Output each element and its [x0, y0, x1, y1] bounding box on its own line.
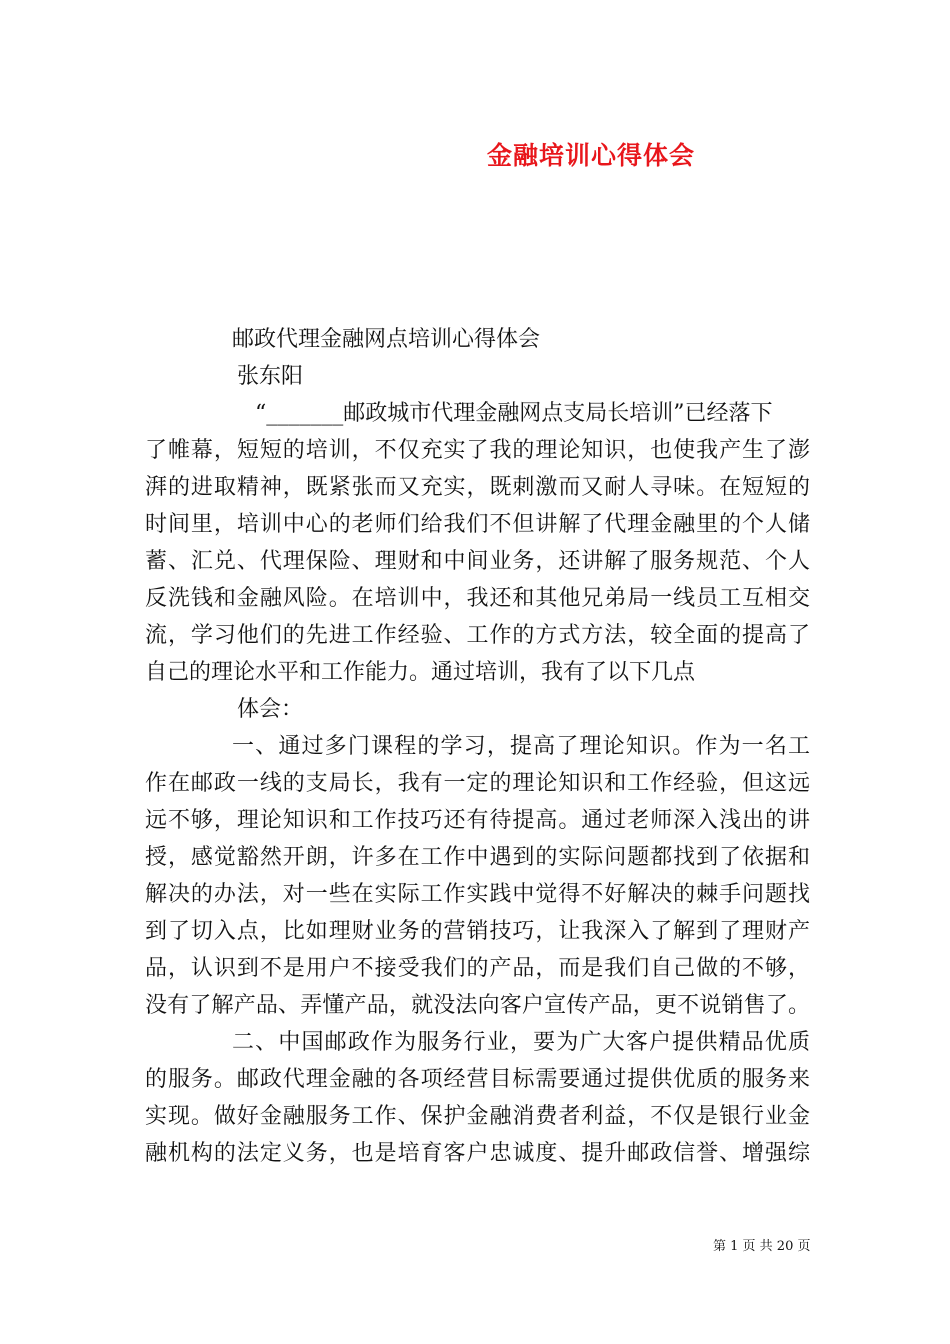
paragraph-line: 了帷幕，短短的培训，不仅充实了我的理论知识，也使我产生了澎	[145, 438, 810, 463]
paragraph-line: 自己的理论水平和工作能力。通过培训，我有了以下几点	[145, 660, 696, 685]
paragraph-line: “_______邮政城市代理金融网点支局长培训”已经落下	[255, 401, 773, 426]
paragraph-line: 授，感觉豁然开朗，许多在工作中遇到的实际问题都找到了依据和	[145, 845, 810, 870]
paragraph-line: 到了切入点，比如理财业务的营销技巧，让我深入了解到了理财产	[145, 919, 810, 944]
document-title: 金融培训心得体会	[487, 141, 696, 170]
paragraph-line: 蓄、汇兑、代理保险、理财和中间业务，还讲解了服务规范、个人	[145, 549, 810, 574]
paragraph-line: 品，认识到不是用户不接受我们的产品，而是我们自己做的不够，	[145, 956, 810, 981]
document-subtitle: 邮政代理金融网点培训心得体会	[232, 327, 541, 352]
paragraph-line: 二、中国邮政作为服务行业，要为广大客户提供精品优质	[232, 1030, 810, 1055]
paragraph-line: 作在邮政一线的支局长，我有一定的理论知识和工作经验，但这远	[145, 771, 810, 796]
paragraph-line: 的服务。邮政代理金融的各项经营目标需要通过提供优质的服务来	[145, 1067, 810, 1092]
paragraph-line: 解决的办法，对一些在实际工作实践中觉得不好解决的棘手问题找	[145, 882, 810, 907]
paragraph-line: 反洗钱和金融风险。在培训中，我还和其他兄弟局一线员工互相交	[145, 586, 810, 611]
paragraph-line: 时间里，培训中心的老师们给我们不但讲解了代理金融里的个人储	[145, 512, 810, 537]
paragraph-line: 实现。做好金融服务工作、保护金融消费者利益，不仅是银行业金	[145, 1104, 810, 1129]
paragraph-line: 远不够，理论知识和工作技巧还有待提高。通过老师深入浅出的讲	[145, 808, 810, 833]
page-number: 第 1 页 共 20 页	[713, 1239, 811, 1254]
document-author: 张东阳	[237, 364, 304, 389]
paragraph-line: 体会：	[237, 697, 304, 722]
paragraph-line: 湃的进取精神，既紧张而又充实，既刺激而又耐人寻味。在短短的	[145, 475, 810, 500]
paragraph-line: 融机构的法定义务，也是培育客户忠诚度、提升邮政信誉、增强综	[145, 1141, 810, 1166]
paragraph-line: 一、通过多门课程的学习，提高了理论知识。作为一名工	[232, 734, 810, 759]
paragraph-line: 没有了解产品、弄懂产品，就没法向客户宣传产品，更不说销售了。	[145, 993, 810, 1018]
paragraph-line: 流，学习他们的先进工作经验、工作的方式方法，较全面的提高了	[145, 623, 810, 648]
